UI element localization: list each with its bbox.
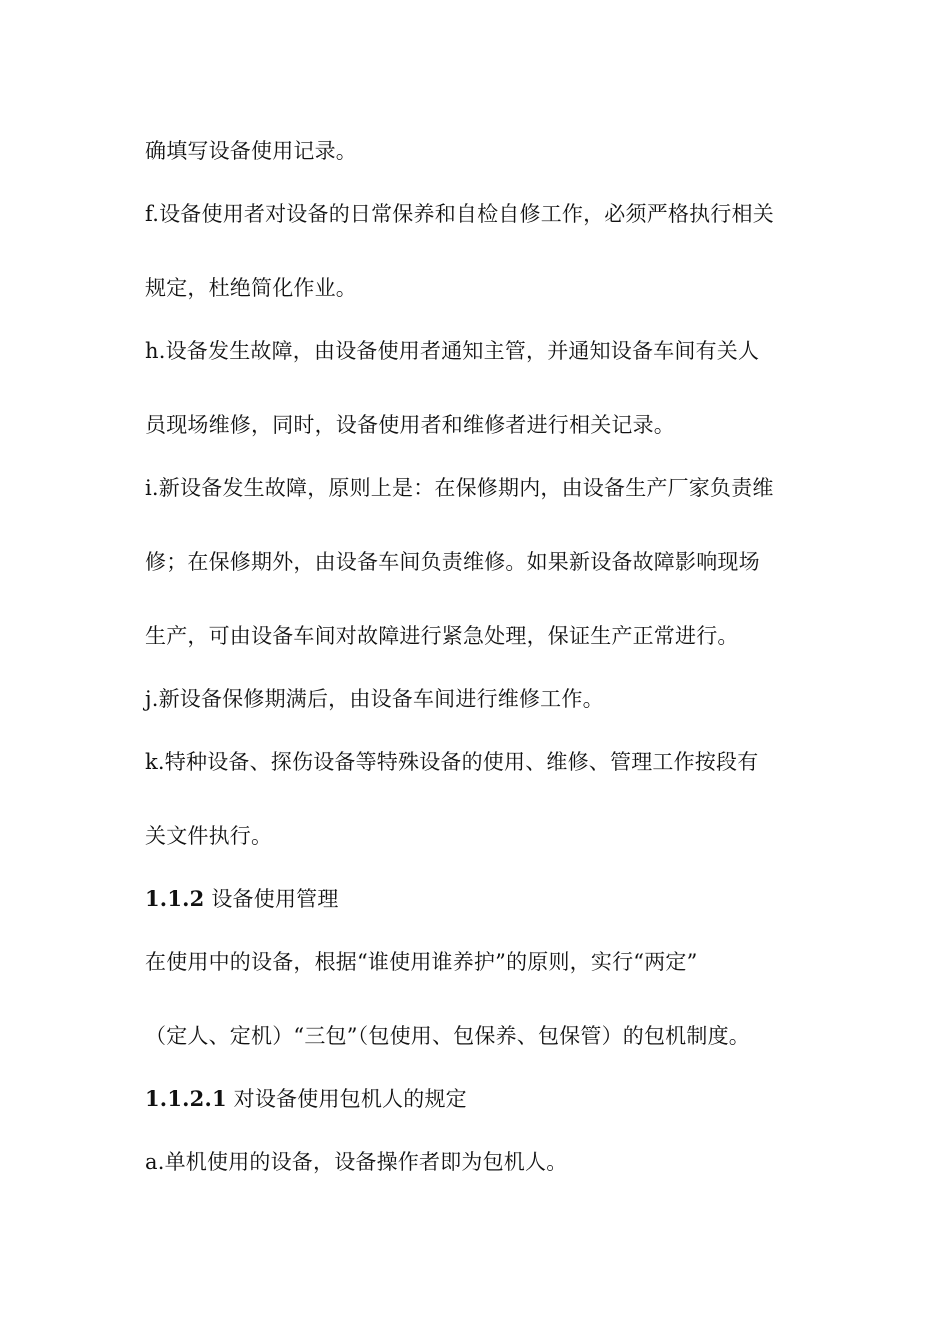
section-title: 对设备使用包机人的规定: [226, 1087, 467, 1111]
paragraph-line: 修；在保修期外，由设备车间负责维修。如果新设备故障影响现场: [145, 550, 760, 574]
paragraph-line: 员现场维修，同时，设备使用者和维修者进行相关记录。: [145, 413, 675, 437]
paragraph-line: a.单机使用的设备，设备操作者即为包机人。: [145, 1150, 568, 1174]
paragraph-line: 规定，杜绝简化作业。: [145, 276, 357, 300]
paragraph-line: h.设备发生故障，由设备使用者通知主管，并通知设备车间有关人: [145, 339, 760, 363]
paragraph-line: i.新设备发生故障，原则上是：在保修期内，由设备生产厂家负责维: [145, 476, 774, 500]
paragraph-line: k.特种设备、探伤设备等特殊设备的使用、维修、管理工作按段有: [145, 750, 759, 774]
paragraph-line: j.新设备保修期满后，由设备车间进行维修工作。: [145, 687, 604, 711]
section-heading-1-1-2-1: [145, 1084, 825, 1114]
section-heading-1-1-2: [145, 884, 825, 914]
paragraph-line: 关文件执行。: [145, 824, 273, 848]
paragraph-line: 在使用中的设备，根据“谁使用谁养护”的原则，实行“两定”: [145, 950, 698, 974]
section-number: 1.1.2.1: [145, 1086, 227, 1111]
section-title: 设备使用管理: [204, 887, 339, 911]
paragraph-line: f.设备使用者对设备的日常保养和自检自修工作，必须严格执行相关: [145, 202, 774, 226]
paragraph-line: （定人、定机）“三包”（包使用、包保养、包保管）的包机制度。: [145, 1024, 750, 1048]
paragraph-line: 生产，可由设备车间对故障进行紧急处理，保证生产正常进行。: [145, 624, 739, 648]
paragraph-line: 确填写设备使用记录。: [145, 139, 357, 163]
section-number: 1.1.2: [145, 886, 205, 911]
